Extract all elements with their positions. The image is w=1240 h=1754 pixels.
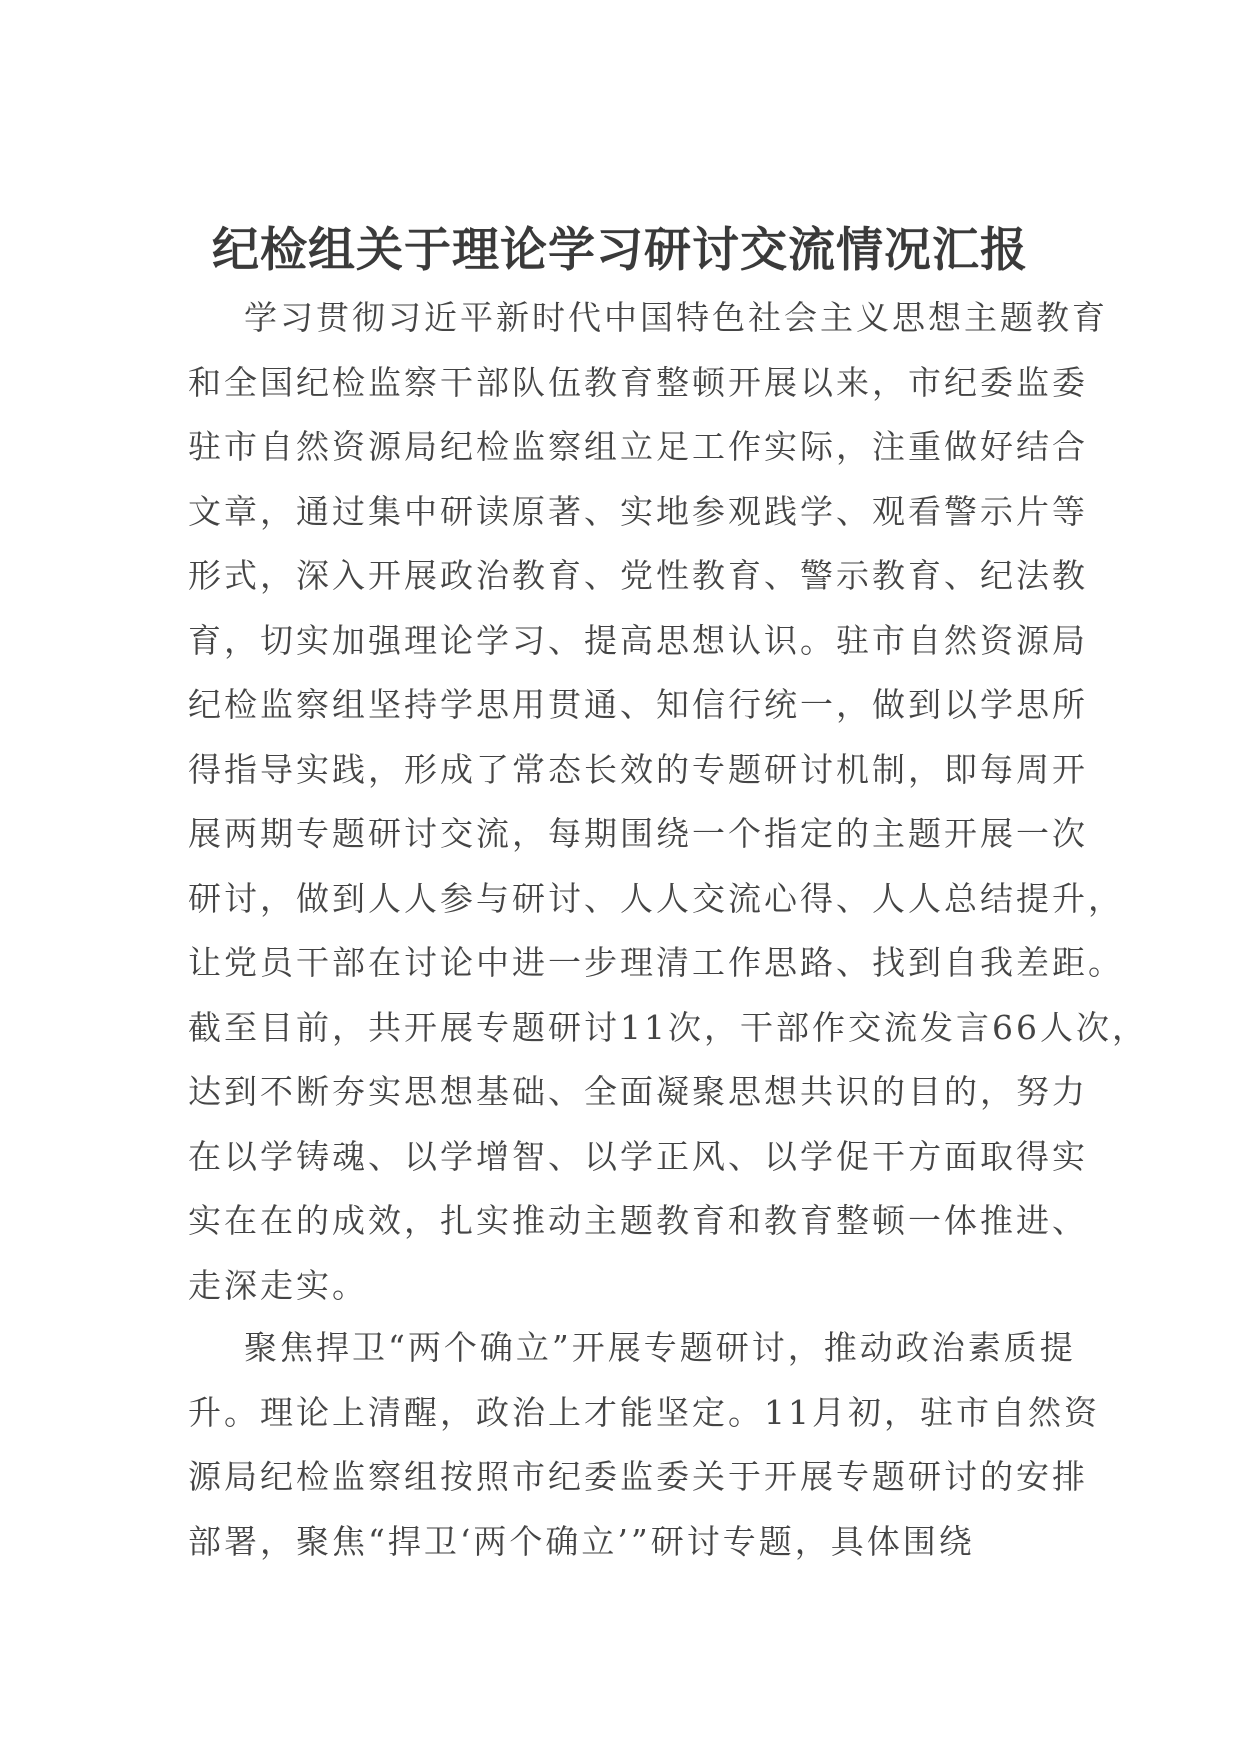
text-line: 实在在的成效，扎实推动主题教育和教育整顿一体推进、 — [188, 1201, 1088, 1240]
text-line: 部署，聚焦“捍卫‘两个确立’”研讨专题，具体围绕 — [188, 1521, 975, 1561]
text-line: 文章，通过集中研读原著、实地参观践学、观看警示片等 — [188, 491, 1088, 531]
text-line: 走深走实。 — [188, 1265, 368, 1305]
text-line: 纪检监察组坚持学思用贯通、知信行统一，做到以学思所 — [188, 685, 1088, 724]
text-line: 升。理论上清醒，政治上才能坚定。11月初，驻市自然资 — [188, 1392, 1100, 1432]
text-line: 形式，深入开展政治教育、党性教育、警示教育、纪法教 — [188, 556, 1088, 595]
text-line: 得指导实践，形成了常态长效的专题研讨机制，即每周开 — [188, 749, 1088, 789]
text-line: 育，切实加强理论学习、提高思想认识。驻市自然资源局 — [188, 620, 1088, 660]
text-line: 学习贯彻习近平新时代中国特色社会主义思想主题教育 — [244, 298, 1108, 337]
text-line: 展两期专题研讨交流，每期围绕一个指定的主题开展一次 — [188, 814, 1088, 853]
document-title: 纪检组关于理论学习研讨交流情况汇报 — [212, 223, 1028, 279]
text-line: 在以学铸魂、以学增智、以学正风、以学促干方面取得实 — [188, 1136, 1088, 1176]
text-line: 截至目前，共开展专题研讨11次，干部作交流发言66人次， — [188, 1007, 1148, 1047]
body-paragraph — [188, 286, 1148, 1318]
text-line: 源局纪检监察组按照市纪委监委关于开展专题研讨的安排 — [188, 1457, 1088, 1496]
text-line: 驻市自然资源局纪检监察组立足工作实际，注重做好结合 — [188, 427, 1088, 466]
text-line: 研讨，做到人人参与研讨、人人交流心得、人人总结提升， — [188, 878, 1124, 918]
text-line: 达到不断夯实思想基础、全面凝聚思想共识的目的，努力 — [188, 1072, 1088, 1111]
body-paragraph — [188, 1316, 1100, 1574]
text-line: 让党员干部在讨论中进一步理清工作思路、找到自我差距。 — [188, 943, 1124, 982]
text-line: 聚焦捍卫“两个确立”开展专题研讨，推动政治素质提 — [244, 1328, 1076, 1367]
text-line: 和全国纪检监察干部队伍教育整顿开展以来，市纪委监委 — [188, 362, 1088, 402]
